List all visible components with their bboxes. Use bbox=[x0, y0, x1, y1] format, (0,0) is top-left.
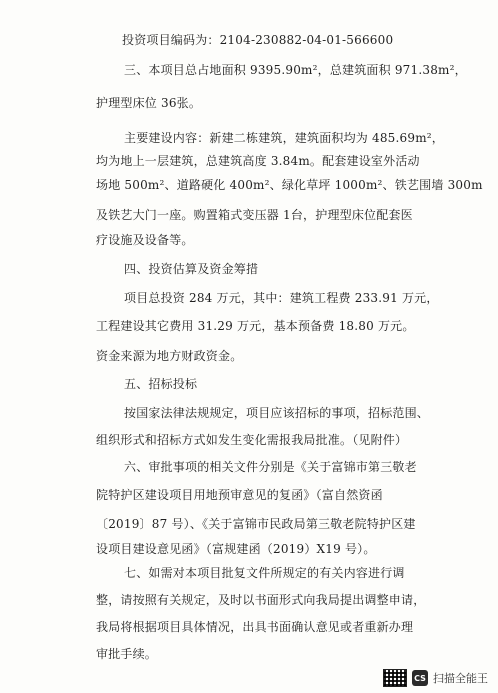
section-7-line-3: 我局将根据项目具体情况，出具书面确认意见或者重新办理 bbox=[96, 620, 414, 634]
section-7-line-1: 七、如需对本项目批复文件所规定的有关内容进行调 bbox=[124, 566, 405, 580]
construction-content-line-3: 场地 500m²、道路硬化 400m²、绿化草坪 1000m²、铁艺围墙 300m bbox=[96, 178, 483, 192]
section-6-line-2: 院特护区建设项目用地预审意见的复函》（富自然资函 bbox=[96, 488, 383, 502]
section-3-line-2: 护理型床位 36张。 bbox=[96, 96, 202, 110]
section-4-heading: 四、投资估算及资金筹措 bbox=[124, 262, 259, 276]
tendering-line-1: 按国家法律法规规定，项目应该招标的事项，招标范围、 bbox=[124, 406, 430, 420]
project-code-line: 投资项目编码为：2104-230882-04-01-566600 bbox=[122, 33, 394, 47]
construction-content-line-5: 疗设施及设备等。 bbox=[96, 233, 194, 247]
section-7-line-4: 审批手续。 bbox=[96, 647, 158, 661]
scanner-app-label: 扫描全能王 bbox=[433, 672, 488, 685]
investment-line-1: 项目总投资 284 万元，其中：建筑工程费 233.91 万元， bbox=[124, 291, 439, 305]
camscanner-logo-icon: CS bbox=[412, 670, 428, 686]
section-3-line-1: 三、本项目总占地面积 9395.90m²，总建筑面积 971.38m²， bbox=[124, 63, 467, 77]
section-7-line-2: 整，请按照有关规定，及时以书面形式向我局提出调整申请， bbox=[96, 593, 426, 607]
investment-line-2: 工程建设其它费用 31.29 万元，基本预备费 18.80 万元。 bbox=[96, 319, 415, 333]
section-6-line-3: 〔2019〕87 号）、《关于富锦市民政局第三敬老院特护区建 bbox=[96, 517, 416, 531]
tendering-line-2: 组织形式和招标方式如发生变化需报我局批准。（见附件） bbox=[96, 433, 408, 447]
construction-content-line-2: 均为地上一层建筑，总建筑高度 3.84m。配套建设室外活动 bbox=[96, 154, 420, 168]
investment-line-3: 资金来源为地方财政资金。 bbox=[96, 349, 243, 363]
qr-code-icon bbox=[383, 669, 407, 687]
section-5-heading: 五、招标投标 bbox=[124, 377, 198, 391]
construction-content-line-1: 主要建设内容：新建二栋建筑，建筑面积均为 485.69m²， bbox=[124, 131, 444, 145]
scanner-watermark bbox=[383, 669, 488, 687]
section-6-line-1: 六、审批事项的相关文件分别是《关于富锦市第三敬老 bbox=[124, 460, 417, 474]
construction-content-line-4: 及铁艺大门一座。购置箱式变压器 1台，护理型床位配套医 bbox=[96, 208, 413, 222]
section-6-line-4: 设项目建设意见函》（富规建函（2019）X19 号）。 bbox=[96, 542, 376, 556]
